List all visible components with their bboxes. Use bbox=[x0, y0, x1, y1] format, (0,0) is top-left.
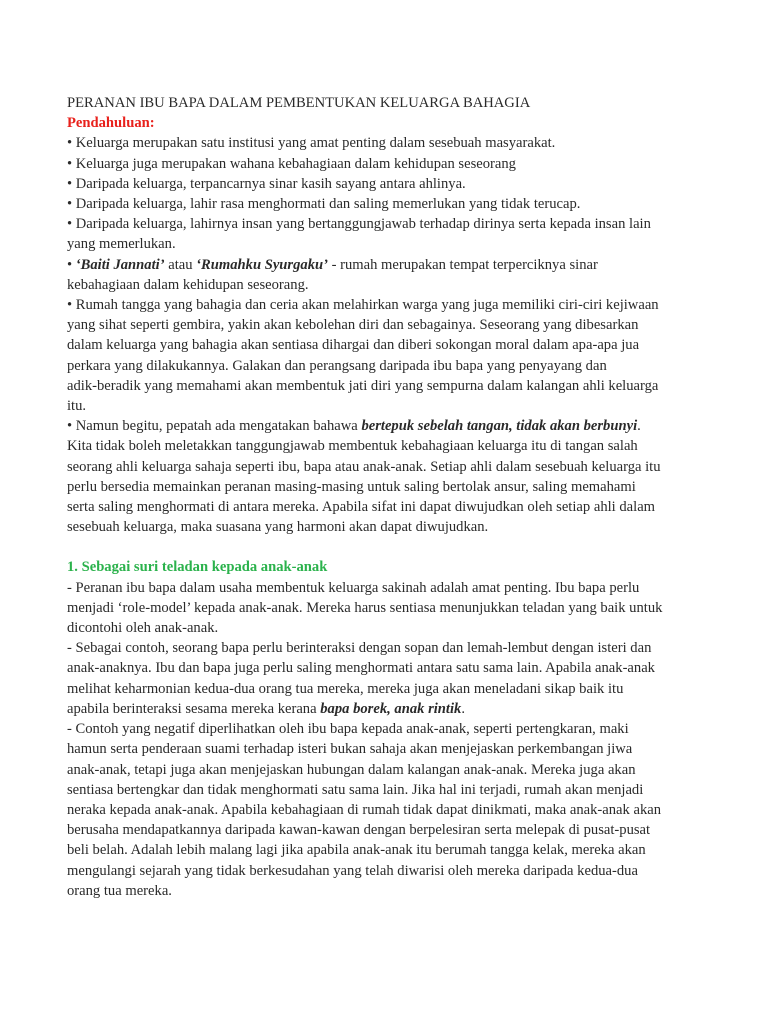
bullet-8-post: . bbox=[637, 418, 641, 435]
s1-p1-line-3: dicontohi oleh anak-anak. bbox=[67, 620, 219, 637]
bullet-3: • Daripada keluarga, terpancarnya sinar kasih sayang antara ahlinya. bbox=[67, 175, 466, 192]
intro-heading: Pendahuluan: bbox=[67, 115, 155, 132]
s1-p3-line-8: mengulangi sejarah yang tidak berkesudahan yang telah diwarisi oleh mereka daripada kedua-dua bbox=[67, 862, 638, 879]
bullet-8-line-5: serta saling menghormati di antara mereka. Apabila sifat ini dapat diwujudkan oleh setiap ahli dalam bbox=[67, 499, 656, 516]
bullet-8-pre: • Namun begitu, pepatah ada mengatakan bahawa bbox=[67, 418, 362, 435]
bullet-5-line-1: • Daripada keluarga, lahirnya insan yang bertanggungjawab terhadap dirinya serta kepada insan lain bbox=[67, 216, 651, 233]
bullet-8-proverb: bertepuk sebelah tangan, tidak akan berbunyi bbox=[361, 418, 638, 435]
s1-p3-line-5: neraka kepada anak-anak. Apabila kebahagiaan di rumah tidak dapat dinikmati, maka anak-anak akan bbox=[67, 801, 662, 818]
s1-p2-line-1: - Sebagai contoh, seorang bapa perlu berinteraksi dengan sopan dan lemah-lembut dengan isteri dan bbox=[67, 640, 652, 657]
s1-p3-line-3: anak-anak, tetapi juga akan menjejaskan hubungan dalam kalangan anak-anak. Mereka juga akan bbox=[67, 761, 636, 778]
bullet-8-line-3: seorang ahli keluarga sahaja seperti ibu, bapa atau anak-anak. Setiap ahli dalam sesebuah keluarga itu bbox=[67, 458, 661, 475]
bullet-8-line-6: sesebuah keluarga, maka suasana yang harmoni akan dapat diwujudkan. bbox=[67, 519, 489, 536]
bullet-7-line-6: itu. bbox=[67, 398, 87, 415]
s1-p2-l4-pre: apabila berinteraksi sesama mereka kerana bbox=[67, 700, 321, 717]
bullet-1: • Keluarga merupakan satu institusi yang amat penting dalam sesebuah masyarakat. bbox=[67, 135, 556, 152]
s1-proverb: bapa borek, anak rintik bbox=[320, 700, 462, 717]
s1-p2-line-3: melihat keharmonian kedua-dua orang tua mereka, mereka juga akan meneladani sikap baik itu bbox=[67, 680, 624, 697]
bullet-5-line-2: yang memerlukan. bbox=[67, 236, 176, 253]
bullet-6-phrase-1: ‘Baiti Jannati’ bbox=[75, 256, 165, 273]
s1-p2-line-2: anak-anaknya. Ibu dan bapa juga perlu saling menghormati antara satu sama lain. Apabila anak-anak bbox=[67, 660, 655, 677]
bullet-6-line-1 bbox=[67, 255, 706, 275]
s1-p3-line-7: beli belah. Adalah lebih malang lagi jika apabila anak-anak itu berumah tangga kelak, mereka akan bbox=[67, 842, 646, 859]
paragraph-gap bbox=[67, 537, 706, 557]
s1-p3-line-1: - Contoh yang negatif diperlihatkan oleh ibu bapa kepada anak-anak, seperti pertengkaran, maki bbox=[67, 721, 629, 738]
bullet-7-line-3: dalam keluarga yang bahagia akan sentiasa dihargai dan diberi sokongan moral dalam apa-apa jua bbox=[67, 337, 640, 354]
bullet-7-line-2: yang sihat seperti gembira, yakin akan kebolehan diri dan sebagainya. Seseorang yang dibesarkan bbox=[67, 317, 639, 334]
s1-p3-line-2: hamun serta penderaan suami terhadap isteri bukan sahaja akan menjejaskan perkembangan jiwa bbox=[67, 741, 633, 758]
s1-p2-l4-post: . bbox=[461, 700, 465, 717]
bullet-8-line-2: Kita tidak boleh meletakkan tanggungjawab membentuk kebahagiaan keluarga itu di tangan salah bbox=[67, 438, 638, 455]
s1-p2-line-4 bbox=[67, 699, 706, 719]
bullet-7-line-1: • Rumah tangga yang bahagia dan ceria akan melahirkan warga yang juga memiliki ciri-ciri kejiwaan bbox=[67, 297, 659, 314]
bullet-7-line-5: adik-beradik yang memahami akan membentuk jati diri yang sempurna dalam kalangan ahli keluarga bbox=[67, 377, 659, 394]
bullet-7-line-4: perkara yang dilakukannya. Galakan dan perangsang daripada ibu bapa yang penyayang dan bbox=[67, 357, 607, 374]
bullet-6-line-2: kebahagiaan dalam kehidupan seseorang. bbox=[67, 276, 309, 293]
bullet-6-rest: - rumah merupakan tempat terperciknya sinar bbox=[327, 256, 598, 273]
bullet-6-phrase-2: ‘Rumahku Syurgaku’ bbox=[196, 256, 328, 273]
s1-p1-line-2: menjadi ‘role-model’ kepada anak-anak. Mereka harus sentiasa menunjukkan teladan yang baik untuk bbox=[67, 599, 663, 616]
bullet-4: • Daripada keluarga, lahir rasa menghormati dan saling memerlukan yang tidak terucap. bbox=[67, 196, 581, 213]
s1-p3-line-9: orang tua mereka. bbox=[67, 882, 172, 899]
bullet-6-marker: • bbox=[67, 256, 76, 273]
bullet-2: • Keluarga juga merupakan wahana kebahagiaan dalam kehidupan seseorang bbox=[67, 155, 516, 172]
s1-p1-line-1: - Peranan ibu bapa dalam usaha membentuk keluarga sakinah adalah amat penting. Ibu bapa perlu bbox=[67, 579, 640, 596]
bullet-8-line-1 bbox=[67, 416, 706, 436]
section-1-heading: 1. Sebagai suri teladan kepada anak-anak bbox=[67, 559, 328, 576]
document-title: PERANAN IBU BAPA DALAM PEMBENTUKAN KELUARGA BAHAGIA bbox=[67, 95, 531, 111]
bullet-6-mid: atau bbox=[164, 256, 197, 273]
s1-p3-line-4: sentiasa bertengkar dan tidak menghormati satu sama lain. Jika hal ini terjadi, rumah akan menjadi bbox=[67, 781, 644, 798]
bullet-8-line-4: perlu bersedia memainkan peranan masing-masing untuk saling bertolak ansur, saling memahami bbox=[67, 478, 636, 495]
s1-p3-line-6: berusaha mendapatkannya daripada kawan-kawan dengan berpelesiran serta melepak di pusat-pusat bbox=[67, 822, 651, 839]
